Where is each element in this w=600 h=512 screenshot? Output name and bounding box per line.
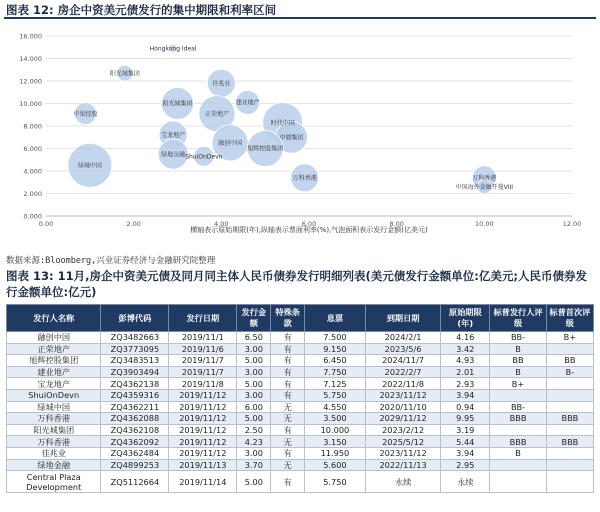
table-cell: 9.150 [304,343,365,355]
table-cell [546,389,593,401]
table-cell: ZQ3773095 [101,343,169,355]
column-header: 发行日期 [169,305,237,332]
table-cell: BB- [490,332,546,344]
bubble-chart [0,20,600,252]
table-cell: ShuiOnDevn [7,389,101,401]
table-cell: B+ [490,378,546,390]
table-cell: 3.00 [237,366,271,378]
table-row [7,355,594,367]
table-cell: ZQ4362138 [101,378,169,390]
table-cell [546,378,593,390]
column-header: 原始期限(年) [441,305,490,332]
table-cell: 万科香港 [7,413,101,425]
axis-caption: 横轴表示原始期限(年),纵轴表示票面利率(%),气泡面积表示发行金额(亿美元) [190,226,428,234]
table-cell: B [490,366,546,378]
table-cell: ZQ4359316 [101,389,169,401]
table-cell: BBB [546,413,593,425]
y-tick-label: 12.000 [19,77,42,86]
table-cell: 5.600 [304,459,365,471]
table-cell [546,447,593,459]
table-cell: 2025/5/12 [365,436,440,448]
table-cell: 2023/2/12 [365,424,440,436]
table-cell: 有 [271,447,305,459]
data-label: 佳兆业 [212,80,231,88]
table-row [7,343,594,355]
table-cell: 6.450 [304,355,365,367]
table-cell: 2019/11/13 [169,459,237,471]
data-label: 绿城中国 [77,162,102,170]
table-row [7,471,594,493]
table-cell: 3.94 [441,447,490,459]
y-tick-label: 4.000 [23,167,42,176]
table-row [7,401,594,413]
table-cell: 3.70 [237,459,271,471]
data-label: 绿地金融 [161,151,186,159]
table-cell: 3.94 [441,389,490,401]
data-label: 时代中国 [270,119,295,127]
table-cell: 2022/11/8 [365,378,440,390]
table-cell: B- [546,366,593,378]
table-cell: B [490,447,546,459]
table-cell: 3.00 [237,343,271,355]
table-cell: 2.50 [237,424,271,436]
table-cell: ZQ4362092 [101,436,169,448]
table-cell: ZQ5112664 [101,471,169,493]
table-cell: 3.00 [237,389,271,401]
table-cell: ZQ3482663 [101,332,169,344]
table-cell: 7.500 [304,332,365,344]
figure-12-label: 图表 12: [6,3,54,17]
table-cell: 有 [271,378,305,390]
table-cell: 2019/11/8 [169,378,237,390]
table-cell: BB [546,355,593,367]
table-row [7,332,594,344]
y-tick-label: 2.000 [23,190,42,198]
table-cell: 7.125 [304,378,365,390]
table-cell [546,459,593,471]
table-cell: BBB [546,436,593,448]
table-cell: 2023/5/6 [365,343,440,355]
table-cell: 永续 [441,471,490,493]
data-label: 旭辉控股集团 [247,145,284,153]
table-cell: ZQ3483513 [101,355,169,367]
data-label: 阳光城集团 [109,70,140,78]
table-cell: Central Plaza Development [7,471,101,493]
table-cell: BBB [490,436,546,448]
column-header: 彭博代码 [101,305,169,332]
table-cell: 2019/11/12 [169,401,237,413]
table-cell: 建业地产 [7,366,101,378]
table-cell: ZQ4362484 [101,447,169,459]
table-cell: 2023/11/12 [365,447,440,459]
table-cell: 2024/2/1 [365,332,440,344]
table-cell: 2.01 [441,366,490,378]
table-row [7,389,594,401]
y-tick-label: 6.000 [23,145,42,153]
table-cell: 2019/11/12 [169,389,237,401]
table-cell: 2020/11/10 [365,401,440,413]
table-cell: 4.23 [237,436,271,448]
table-cell [546,401,593,413]
column-header: 发行人名称 [7,305,101,332]
table-cell: 阳光城集团 [7,424,101,436]
table-cell [490,424,546,436]
x-tick-label: 10.00 [475,220,494,228]
data-label: Hongkong Ideal [149,45,197,53]
table-cell: ZQ4362108 [101,424,169,436]
data-label: 宝龙地产 [161,132,186,140]
data-label: ShuiOnDevn [185,153,223,161]
table-cell: 4.550 [304,401,365,413]
table-cell [490,471,546,493]
table-header-row [7,305,594,332]
data-label: 正荣地产 [204,110,229,118]
table-cell: 5.00 [237,413,271,425]
table-cell: ZQ4362088 [101,413,169,425]
data-label: 万科香港 [472,174,497,182]
table-cell: 5.00 [237,471,271,493]
table-cell: 2024/11/7 [365,355,440,367]
table-row [7,378,594,390]
table-cell: 宝龙地产 [7,378,101,390]
table-cell: 5.44 [441,436,490,448]
table-cell: 旭辉控股集团 [7,355,101,367]
x-tick-label: 8.00 [389,220,404,228]
table-cell: 绿城中国 [7,401,101,413]
data-label: 阳光城集团 [162,100,193,108]
table-row [7,436,594,448]
table-cell: ZQ3903494 [101,366,169,378]
y-tick-label: 8.000 [23,122,42,131]
table-row [7,459,594,471]
y-tick-label: 16.000 [19,32,42,41]
table-cell: BB- [490,401,546,413]
table-cell: 2019/11/12 [169,413,237,425]
table-cell: 2022/11/13 [365,459,440,471]
figure-12-title [6,2,276,18]
table-cell: 2022/2/7 [365,366,440,378]
table-cell [546,424,593,436]
table-cell: 有 [271,355,305,367]
figure-13-text: 11月,房企中资美元债及同月同主体人民币债券发行明细列表(美元债发行金额单位:亿美元;人民币债券发行金额单位:亿元) [6,269,587,299]
table-cell: 有 [271,366,305,378]
table-body [7,332,594,493]
table-cell: 0.94 [441,401,490,413]
table-cell: 2019/11/12 [169,424,237,436]
column-header: 标普首次评级 [546,305,593,332]
table-cell: BB [490,355,546,367]
column-header: 特殊条款 [271,305,305,332]
table-cell: B [490,343,546,355]
table-cell: 2023/11/12 [365,389,440,401]
table-cell: 2019/11/12 [169,436,237,448]
table-cell: B+ [546,332,593,344]
source-note: 数据来源:Bloomberg,兴业证券经济与金融研究院整理 [6,256,216,266]
data-label: 融创中国 [218,140,243,148]
table-cell: 正荣地产 [7,343,101,355]
table-cell: 融创中国 [7,332,101,344]
data-label: 中梁控股 [73,110,98,118]
table-cell [546,343,593,355]
table-cell: 有 [271,389,305,401]
table-cell: 有 [271,332,305,344]
table-cell: 5.750 [304,471,365,493]
data-label: 中国海外金融开曼VIII [455,183,514,191]
x-tick-label: 0.00 [38,220,54,228]
table-cell: 6.50 [237,332,271,344]
y-tick-label: 14.000 [19,55,42,63]
table-cell: 3.19 [441,424,490,436]
table-cell: 无 [271,401,305,413]
column-header: 标普发行人评级 [490,305,546,332]
table-row [7,424,594,436]
title-rule [4,17,596,19]
table-cell [490,459,546,471]
table-cell: 无 [271,436,305,448]
table-row [7,413,594,425]
table-cell: 4.93 [441,355,490,367]
table-cell: 无 [271,413,305,425]
data-label: 建业地产 [235,99,260,107]
table-cell: 2019/11/7 [169,355,237,367]
table-cell: 3.42 [441,343,490,355]
table-cell: ZQ4899253 [101,459,169,471]
table-cell: 2.95 [441,459,490,471]
x-tick-label: 6.00 [301,220,317,228]
table-cell: 3.500 [304,413,365,425]
table-cell: 2019/11/12 [169,447,237,459]
figure-13-label: 图表 13: [6,269,54,283]
data-label: 万科香港 [292,174,317,182]
table-cell: 5.750 [304,389,365,401]
figure-13-title [6,268,596,300]
table-cell: 2019/11/6 [169,343,237,355]
data-label: 中骏集团 [279,134,304,142]
table-cell: 有 [271,424,305,436]
table-cell: 2.93 [441,378,490,390]
table-cell: 佳兆业 [7,447,101,459]
column-header: 发行金额 [237,305,271,332]
table-cell: 永续 [365,471,440,493]
table-row [7,447,594,459]
x-tick-label: 12.00 [562,220,582,228]
column-header: 到期日期 [365,305,440,332]
y-tick-label: 0.000 [23,212,42,221]
table-cell: 11.950 [304,447,365,459]
table-cell: 有 [271,471,305,493]
figure-12-text: 房企中资美元债发行的集中期限和利率区间 [57,3,277,17]
table-cell: 5.00 [237,355,271,367]
table-cell: 2019/11/1 [169,332,237,344]
bond-issuance-table [6,304,594,493]
table-cell: 2019/11/7 [169,366,237,378]
table-row [7,366,594,378]
table-cell: 3.00 [237,447,271,459]
table-cell [546,471,593,493]
table-cell: 4.16 [441,332,490,344]
table-cell: 万科香港 [7,436,101,448]
table-cell: 2029/11/12 [365,413,440,425]
table-cell: ZQ4362211 [101,401,169,413]
table-cell: 5.00 [237,378,271,390]
table-cell: 9.95 [441,413,490,425]
column-header: 息票 [304,305,365,332]
table-cell: BBB [490,413,546,425]
table-cell: 10.000 [304,424,365,436]
table-cell [490,389,546,401]
table-cell: 有 [271,343,305,355]
x-tick-label: 2.00 [126,220,141,228]
table-cell: 3.150 [304,436,365,448]
table-cell: 无 [271,459,305,471]
table-cell: 7.750 [304,366,365,378]
x-tick-label: 4.00 [214,220,229,228]
table-cell: 2019/11/14 [169,471,237,493]
table-cell: 绿地金融 [7,459,101,471]
y-tick-label: 10.000 [19,100,42,108]
table-cell: 6.00 [237,401,271,413]
